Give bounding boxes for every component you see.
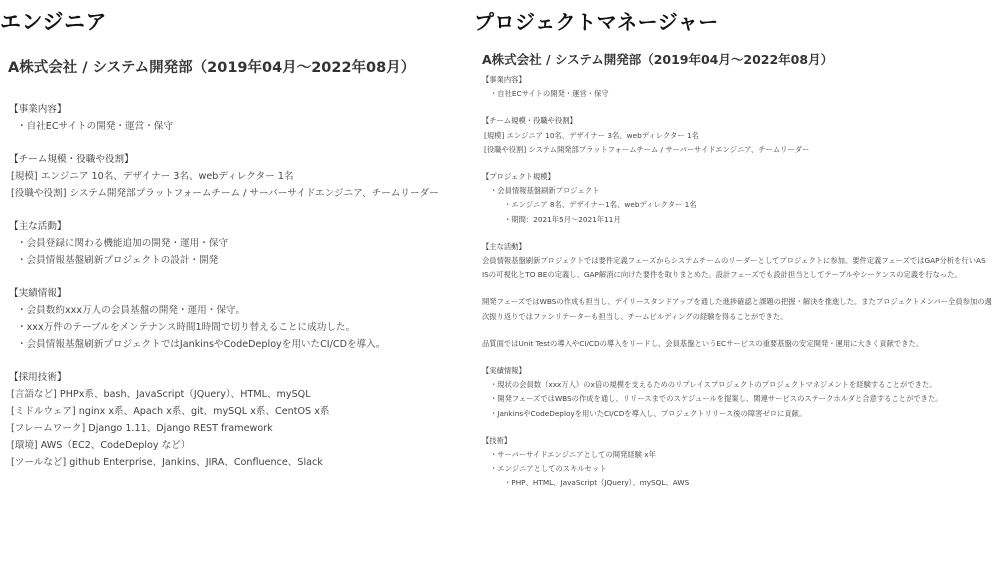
paragraph: 会員情報基盤刷新プロジェクトでは要件定義フェーズからシステムチームのリーダーとしてプロジェクトに参加。要件定義フェーズではGAP分析を行いAS ISの可視化とTO BEの定義し、GAP解消に向けた要件を取りまとめた。設計フェーズでも設計担当としてテーブルやシーケンスの定義を行なった。 bbox=[482, 256, 986, 280]
list-item: ・PHP、HTML、JavaScript（JQuery）、mySQL、AWS bbox=[504, 478, 690, 488]
section-heading: 【主な活動】 bbox=[9, 221, 67, 233]
section-heading: 【事業内容】 bbox=[482, 75, 526, 84]
pm-project-section bbox=[482, 170, 994, 227]
pm-column bbox=[474, 0, 994, 565]
list-item: ・会員情報基盤刷新プロジェクト bbox=[490, 186, 600, 196]
engineer-business-section bbox=[9, 101, 470, 135]
list-item: [環境] AWS（EC2、CodeDeploy など） bbox=[11, 440, 191, 452]
list-item: ・エンジニアとしてのスキルセット bbox=[490, 464, 607, 474]
list-item: ・現状の会員数（xxx万人）のx倍の規模を支えるためのリプレイスプロジェクトのプロジェクトマネジメントを経験することができた。 bbox=[490, 380, 937, 390]
engineer-company-heading: A株式会社 / システム開発部（2019年04月〜2022年08月） bbox=[8, 60, 416, 77]
section-heading: 【チーム規模・役職や役割】 bbox=[482, 116, 577, 126]
list-item: ・自社ECサイトの開発・運営・保守 bbox=[490, 89, 609, 99]
paragraph: 品質面ではUnit Testの導入やCI/CDの導入をリードし、会員基盤というECサービスの重要基盤の安定開発・運用に大きく貢献できた。 bbox=[482, 338, 924, 348]
list-item: [規模] エンジニア 10名、デザイナー 3名、webディレクター 1名 bbox=[11, 171, 294, 183]
pm-team-section bbox=[482, 114, 994, 157]
section-heading: 【事業内容】 bbox=[9, 104, 67, 116]
list-item: [フレームワーク] Django 1.11、Django REST framework bbox=[11, 423, 273, 435]
list-item: [ツールなど] github Enterprise、Jankins、JIRA、Confluence、Slack bbox=[11, 457, 323, 469]
list-item: [言語など] PHPx系、bash、JavaScript（JQuery）、HTML、mySQL bbox=[11, 389, 311, 401]
list-item: [役職や役割] システム開発部プラットフォームチーム / サーバーサイドエンジニア、チームリーダー bbox=[11, 188, 439, 200]
list-item: ・JankinsやCodeDeployを用いたCI/CDを導入し、プロジェクトリリース後の障害ゼロに貢献。 bbox=[490, 408, 807, 418]
engineer-team-section bbox=[9, 151, 470, 202]
engineer-title: エンジニア bbox=[0, 10, 107, 34]
engineer-achievements-section bbox=[9, 285, 470, 353]
engineer-column bbox=[0, 0, 470, 565]
list-item: ・会員登録に関わる機能追加の開発・運用・保守 bbox=[17, 238, 229, 250]
engineer-tech-section bbox=[9, 369, 470, 471]
section-heading: 【採用技術】 bbox=[9, 372, 67, 384]
list-item: ・サーバーサイドエンジニアとしての開発経験 x年 bbox=[490, 450, 656, 460]
pm-tech-section bbox=[482, 434, 994, 491]
section-heading: 【実績情報】 bbox=[9, 288, 67, 300]
list-item: ・エンジニア 8名、デザイナー1名、webディレクター 1名 bbox=[504, 200, 697, 210]
engineer-activities-section bbox=[9, 218, 470, 269]
section-heading: 【プロジェクト規模】 bbox=[482, 172, 555, 182]
list-item: [役職や役割] システム開発部プラットフォームチーム / サーバーサイドエンジニア、チームリーダー bbox=[484, 144, 810, 154]
pm-company-heading: A株式会社 / システム開発部（2019年04月〜2022年08月） bbox=[482, 52, 834, 67]
pm-activities-section bbox=[482, 240, 994, 254]
paragraph: 開発フェーズではWBSの作成も担当し、デイリースタンドアップを通した進捗確認と課題の把握・解決を推進した。またプロジェクトメンバー全員参加の週次振り返りではファシリテーターも担当し、チームビルディングの経験を得ることができた。 bbox=[482, 297, 992, 321]
list-item: ・会員情報基盤刷新プロジェクトの設計・開発 bbox=[17, 255, 219, 267]
list-item: ・会員数約xxx万人の会員基盤の開発・運用・保守。 bbox=[17, 305, 246, 317]
pm-achievements-section bbox=[482, 364, 994, 421]
section-heading: 【実績情報】 bbox=[482, 366, 526, 376]
list-item: [規模] エンジニア 10名、デザイナー 3名、webディレクター 1名 bbox=[484, 130, 699, 140]
section-heading: 【主な活動】 bbox=[482, 241, 526, 251]
list-item: ・自社ECサイトの開発・運営・保守 bbox=[17, 121, 173, 133]
list-item: ・会員情報基盤刷新プロジェクトではJankinsやCodeDeployを用いたCI/CDを導入。 bbox=[17, 339, 386, 351]
list-item: ・期間：2021年5月〜2021年11月 bbox=[504, 214, 621, 224]
section-heading: 【チーム規模・役職や役割】 bbox=[9, 154, 134, 166]
list-item: ・xxx万件のテーブルをメンテナンス時間1時間で切り替えることに成功した。 bbox=[17, 322, 356, 334]
list-item: [ミドルウェア] nginx x系、Apach x系、git、mySQL x系、CentOS x系 bbox=[11, 406, 330, 418]
section-heading: 【技術】 bbox=[482, 435, 512, 445]
pm-business-section bbox=[482, 73, 994, 101]
pm-title: プロジェクトマネージャー bbox=[474, 10, 719, 34]
list-item: ・開発フェーズではWBSの作成を通し、リリースまでのスケジュールを提案し、関連サービスのステークホルダと合意することができた。 bbox=[490, 394, 943, 404]
